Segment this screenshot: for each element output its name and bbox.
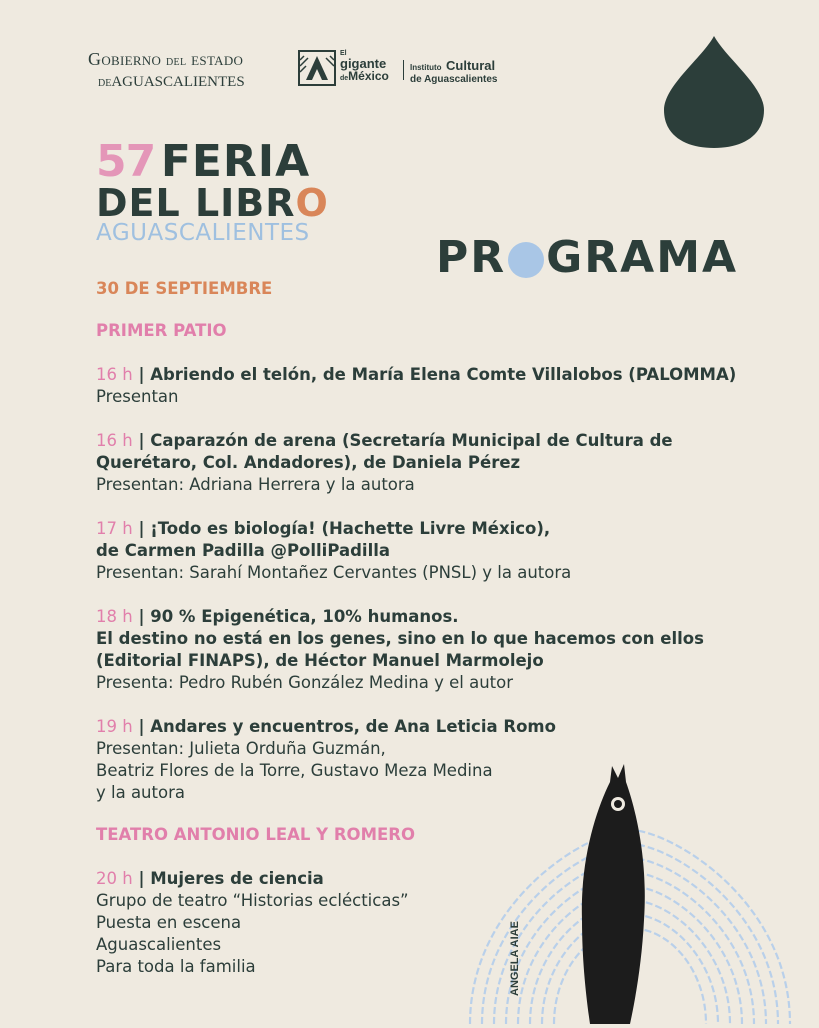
programa-heading: PR GRAMA <box>436 232 739 283</box>
event-detail-line: Presentan: Sarahí Montañez Cervantes (PNSL) y la autora <box>96 563 572 582</box>
event-hour: 16 h <box>96 365 133 384</box>
event-detail-line: Para toda la familia <box>96 957 256 976</box>
event-detail-line: Presenta: Pedro Rubén González Medina y el autor <box>96 673 513 692</box>
event-detail-line: Presentan: Julieta Orduña Guzmán, <box>96 739 386 758</box>
edition-number: 57 <box>96 136 156 187</box>
instituto-cultural-logo: Instituto Cultural de Aguascalientes <box>410 58 498 85</box>
event-detail-line: Presentan: Adriana Herrera y la autora <box>96 475 415 494</box>
event-title-line <box>96 650 756 672</box>
libro-o: O <box>295 181 329 225</box>
event-title-text: | Caparazón de arena (Secretaría Municipal de Cultura de <box>132 431 673 450</box>
event-hour: 17 h <box>96 519 133 538</box>
section-title: TEATRO ANTONIO LEAL Y ROMERO <box>96 825 415 844</box>
event-hour: 16 h <box>96 431 133 450</box>
event-hour: 18 h <box>96 607 133 626</box>
drop-icon <box>660 36 768 154</box>
libro-word: DEL LIBR <box>96 181 296 225</box>
feria-place: AGUASCALIENTES <box>96 220 310 246</box>
event-title-line <box>96 716 756 738</box>
program-event <box>96 606 756 694</box>
event-detail-line: y la autora <box>96 783 185 802</box>
event-title-line <box>96 364 756 386</box>
event-title-line <box>96 628 756 650</box>
event-title-text: El destino no está en los genes, sino en lo que hacemos con ellos <box>96 629 704 648</box>
event-detail-line: Aguascalientes <box>96 935 222 954</box>
event-title-text: Querétaro, Col. Andadores), de Daniela Pérez <box>96 453 521 472</box>
event-title-text: | Abriendo el telón, de María Elena Comte Villalobos (PALOMMA) <box>132 365 737 384</box>
section-title: PRIMER PATIO <box>96 321 227 340</box>
event-title-text: | ¡Todo es biología! (Hachette Livre México), <box>132 519 551 538</box>
event-title-line <box>96 452 756 474</box>
event-hour: 19 h <box>96 717 133 736</box>
program-date: 30 DE SEPTIEMBRE <box>96 279 273 298</box>
program-event <box>96 364 756 408</box>
event-hour: 20 h <box>96 869 133 888</box>
event-title-text: | 90 % Epigenética, 10% humanos. <box>132 607 459 626</box>
aguascalientes-emblem-icon <box>298 50 336 86</box>
gigante-wordmark: El gigante deMéxico <box>340 50 389 83</box>
event-detail-line: Beatriz Flores de la Torre, Gustavo Meza Medina <box>96 761 493 780</box>
fish-icon <box>582 764 645 1024</box>
event-detail-line: Grupo de teatro “Historias eclécticas” <box>96 891 409 910</box>
event-title-text: | Andares y encuentros, de Ana Leticia Romo <box>132 717 556 736</box>
event-title-line <box>96 540 756 562</box>
program-event <box>96 430 756 496</box>
fish-arches-illustration <box>440 760 819 1028</box>
event-title-text: (Editorial FINAPS), de Héctor Manuel Marmolejo <box>96 651 544 670</box>
feria-title <box>96 136 329 246</box>
event-detail-line: Presentan <box>96 387 179 406</box>
programa-o-circle <box>508 242 544 278</box>
event-detail-line: Puesta en escena <box>96 913 242 932</box>
event-title-line <box>96 518 756 540</box>
event-title-line <box>96 606 756 628</box>
feria-word: FERIA <box>160 136 311 187</box>
event-title-text: | Mujeres de ciencia <box>132 869 324 888</box>
artist-signature: ANGELA AIAE <box>509 921 521 996</box>
event-title-text: de Carmen Padilla @PolliPadilla <box>96 541 391 560</box>
logo-divider <box>403 60 404 80</box>
program-event <box>96 518 756 584</box>
gigante-emblem <box>298 50 336 90</box>
gobierno-logo: GOBIERNO DEL ESTADO DEAGUASCALIENTES <box>88 49 245 90</box>
event-title-line <box>96 430 756 452</box>
